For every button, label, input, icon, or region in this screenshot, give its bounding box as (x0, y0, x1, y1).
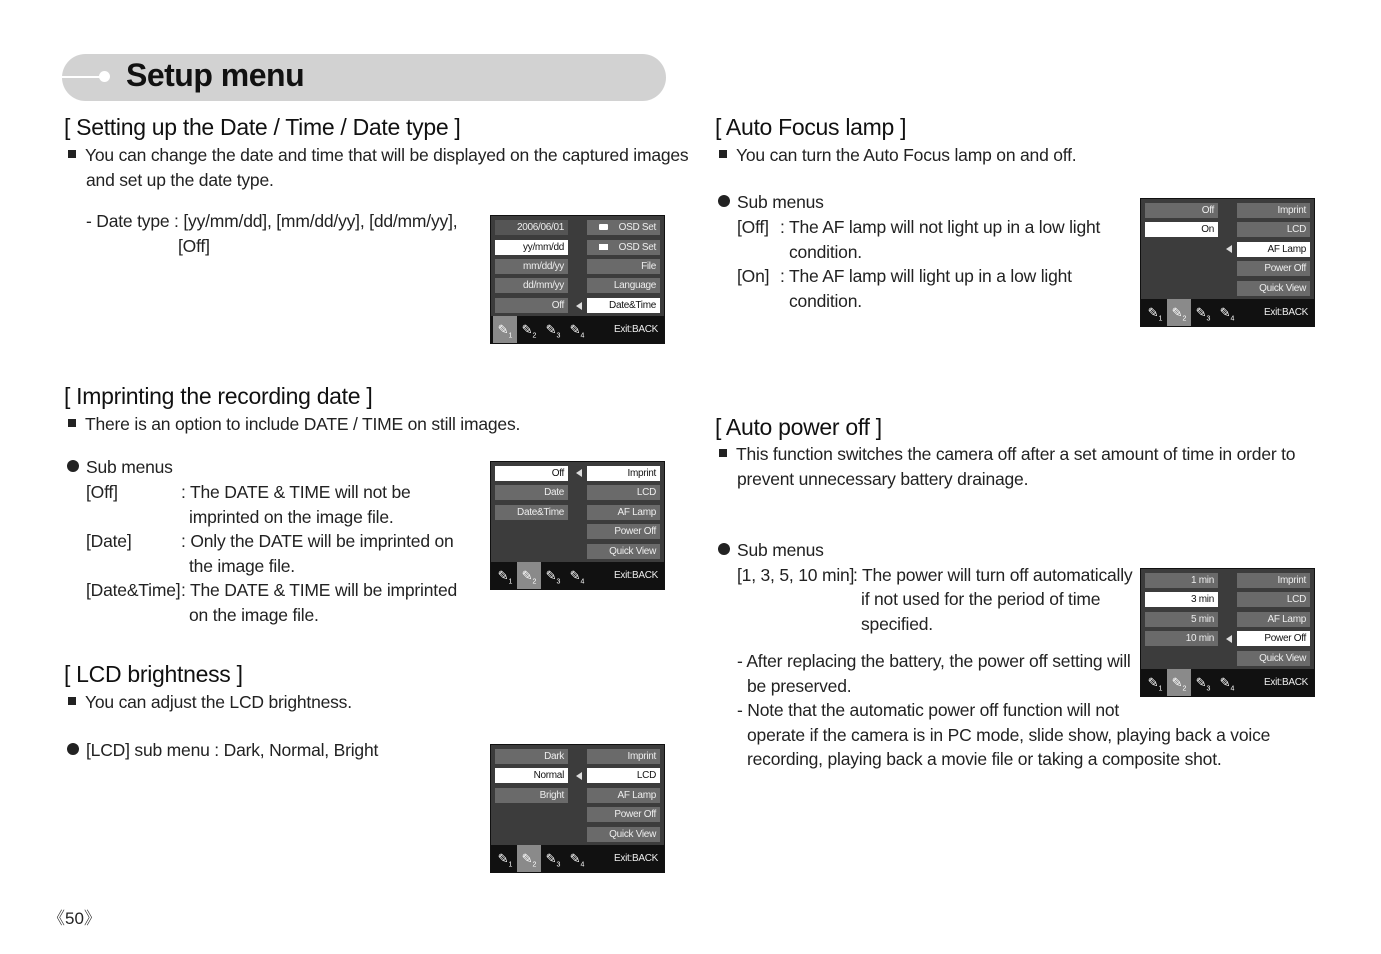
date-right-cell: Language (587, 278, 660, 293)
date-heading: [ Setting up the Date / Time / Date type ] (64, 114, 461, 140)
lcd-bullet: You can adjust the LCD brightness. (68, 690, 352, 715)
date-right-cell: Date&Time (587, 298, 660, 313)
wrench-tab-4-icon: $✎_4$ (1219, 675, 1235, 693)
square-bullet-icon (68, 150, 76, 158)
square-bullet-icon (719, 150, 727, 158)
imprint-submenus: Sub menus (67, 455, 173, 480)
arrow-left-icon (1226, 635, 1232, 643)
date-right-cell: File (587, 259, 660, 274)
lcd-right-cell: Imprint (587, 749, 660, 764)
wrench-tab-2-icon: $✎_2$ (521, 322, 537, 340)
title-bar-dot (99, 71, 110, 82)
date-right-cell: OSD Set (587, 240, 660, 255)
af-item-desc-cont: condition. (789, 242, 862, 262)
power-item-desc-cont: if not used for the period of time (861, 589, 1101, 609)
imprint-item-desc-cont: the image file. (189, 556, 295, 576)
lcd-camera-screen (490, 744, 665, 873)
power-item-desc: : The power will turn off automatically (853, 565, 1133, 585)
power-left-cell: 5 min (1145, 612, 1218, 627)
page-title: Setup menu (126, 57, 305, 93)
af-left-cell: Off (1145, 203, 1218, 218)
wrench-tab-3-icon: $✎_3$ (545, 851, 561, 869)
af-item-desc-cont: condition. (789, 291, 862, 311)
imprint-item-label: [Off] (86, 482, 118, 502)
imprint-right-cell: Power Off (587, 524, 660, 539)
wrench-tab-1-icon: $✎_1$ (497, 851, 513, 869)
power-left-cell: 3 min (1145, 592, 1218, 607)
imprint-right-cell: AF Lamp (587, 505, 660, 520)
lcd-left-cell: Dark (495, 749, 568, 764)
arrow-left-icon (1226, 245, 1232, 253)
af-heading: [ Auto Focus lamp ] (715, 114, 907, 140)
imprint-item-label: [Date] (86, 531, 132, 551)
exit-back-label: Exit:BACK (1264, 307, 1308, 318)
camera-icon (599, 224, 608, 230)
date-left-cell: Off (495, 298, 568, 313)
lcd-left-cell: Bright (495, 788, 568, 803)
square-bullet-icon (68, 697, 76, 705)
power-camera-screen (1140, 568, 1315, 697)
af-right-cell: Quick View (1237, 281, 1310, 296)
imprint-item-label: [Date&Time] (86, 580, 181, 600)
setup-tabs (491, 845, 664, 872)
wrench-tab-3-icon: $✎_3$ (545, 568, 561, 586)
imprint-right-cell: Quick View (587, 544, 660, 559)
imprint-right-cell: LCD (587, 485, 660, 500)
date-type-line: - Date type : [yy/mm/dd], [mm/dd/yy], [dd/mm/yy], (86, 211, 458, 231)
lcd-right-cell: Power Off (587, 807, 660, 822)
af-item-label: [Off] (737, 217, 769, 237)
af-item-label: [On] (737, 266, 770, 286)
square-bullet-icon (68, 419, 76, 427)
imprint-right-cell: Imprint (587, 466, 660, 481)
date-bullet: You can change the date and time that will be displayed on the captured images (68, 143, 688, 168)
power-right-cell: LCD (1237, 592, 1310, 607)
wrench-tab-3-icon: $✎_3$ (1195, 305, 1211, 323)
imprint-item-desc: : The DATE & TIME will be imprinted (181, 580, 458, 600)
date-left-cell: yy/mm/dd (495, 240, 568, 255)
page-number: 《50》 (48, 909, 101, 928)
title-bar-line (62, 76, 104, 78)
af-left-cell: On (1145, 222, 1218, 237)
wrench-tab-3-icon: $✎_3$ (1195, 675, 1211, 693)
wrench-tab-1-icon: $✎_1$ (1147, 305, 1163, 323)
date-bullet-cont: and set up the date type. (86, 170, 274, 190)
wrench-tab-2-icon: $✎_2$ (517, 845, 541, 872)
wrench-tab-4-icon: $✎_4$ (569, 568, 585, 586)
exit-back-label: Exit:BACK (614, 853, 658, 864)
lcd-heading: [ LCD brightness ] (64, 661, 243, 687)
wrench-tab-1-icon: $✎_1$ (493, 316, 517, 343)
wrench-tab-4-icon: $✎_4$ (569, 851, 585, 869)
setup-tabs (1141, 299, 1314, 326)
power-item-desc-cont: specified. (861, 614, 933, 634)
wrench-tab-3-icon: $✎_3$ (545, 322, 561, 340)
setup-tabs (491, 562, 664, 589)
imprint-item-desc: : The DATE & TIME will not be (181, 482, 411, 502)
date-camera-screen (490, 215, 665, 344)
power-left-cell: 10 min (1145, 631, 1218, 646)
imprint-bullet: There is an option to include DATE / TIME on still images. (68, 412, 520, 437)
power-right-cell: Quick View (1237, 651, 1310, 666)
arrow-left-icon (576, 302, 582, 310)
wrench-tab-2-icon: $✎_2$ (517, 562, 541, 589)
power-note-cont: be preserved. (747, 676, 852, 696)
round-bullet-icon (718, 195, 730, 207)
imprint-item-desc-cont: imprinted on the image file. (189, 507, 394, 527)
power-note: - Note that the automatic power off function will not (737, 700, 1120, 720)
power-note-cont: operate if the camera is in PC mode, slide show, playing back a voice (747, 725, 1271, 745)
power-submenus: Sub menus (718, 538, 824, 563)
power-right-cell: Power Off (1237, 631, 1310, 646)
af-right-cell: Power Off (1237, 261, 1310, 276)
date-left-cell: 2006/06/01 (495, 220, 568, 235)
round-bullet-icon (67, 460, 79, 472)
power-note: - After replacing the battery, the power off setting will (737, 651, 1131, 671)
af-right-cell: LCD (1237, 222, 1310, 237)
imprint-left-cell: Off (495, 466, 568, 481)
imprint-left-cell: Date (495, 485, 568, 500)
power-note-cont: recording, playing back a movie file or taking a composite shot. (747, 749, 1222, 769)
arrow-left-icon (576, 469, 582, 477)
lcd-right-cell: Quick View (587, 827, 660, 842)
arrow-left-icon (576, 772, 582, 780)
af-camera-screen (1140, 198, 1315, 327)
af-right-cell: Imprint (1237, 203, 1310, 218)
wrench-tab-4-icon: $✎_4$ (1219, 305, 1235, 323)
setup-tabs (1141, 669, 1314, 696)
date-right-cell: OSD Set (587, 220, 660, 235)
power-left-cell: 1 min (1145, 573, 1218, 588)
exit-back-label: Exit:BACK (614, 324, 658, 335)
date-type-line-cont: [Off] (178, 236, 210, 256)
power-heading: [ Auto power off ] (715, 414, 882, 440)
imprint-item-desc-cont: on the image file. (189, 605, 319, 625)
af-bullet: You can turn the Auto Focus lamp on and off. (719, 143, 1076, 168)
power-right-cell: Imprint (1237, 573, 1310, 588)
date-left-cell: dd/mm/yy (495, 278, 568, 293)
wrench-tab-1-icon: $✎_1$ (1147, 675, 1163, 693)
power-bullet-cont: prevent unnecessary battery drainage. (737, 469, 1029, 489)
wrench-tab-4-icon: $✎_4$ (569, 322, 585, 340)
round-bullet-icon (67, 743, 79, 755)
af-right-cell: AF Lamp (1237, 242, 1310, 257)
lcd-left-cell: Normal (495, 768, 568, 783)
af-item-desc: : The AF lamp will light up in a low light (780, 266, 1072, 286)
af-item-desc: : The AF lamp will not light up in a low light (780, 217, 1101, 237)
af-submenus: Sub menus (718, 190, 824, 215)
wrench-tab-2-icon: $✎_2$ (1167, 299, 1191, 326)
date-left-cell: mm/dd/yy (495, 259, 568, 274)
wrench-tab-1-icon: $✎_1$ (497, 568, 513, 586)
imprint-heading: [ Imprinting the recording date ] (64, 383, 373, 409)
imprint-camera-screen (490, 461, 665, 590)
power-bullet: This function switches the camera off after a set amount of time in order to (719, 442, 1295, 467)
lcd-submenu: [LCD] sub menu : Dark, Normal, Bright (67, 738, 378, 763)
lcd-right-cell: LCD (587, 768, 660, 783)
exit-back-label: Exit:BACK (1264, 677, 1308, 688)
exit-back-label: Exit:BACK (614, 570, 658, 581)
imprint-item-desc: : Only the DATE will be imprinted on (181, 531, 454, 551)
wrench-tab-2-icon: $✎_2$ (1167, 669, 1191, 696)
power-item-label: [1, 3, 5, 10 min] (737, 565, 855, 585)
play-icon (599, 244, 608, 250)
imprint-left-cell: Date&Time (495, 505, 568, 520)
square-bullet-icon (719, 449, 727, 457)
round-bullet-icon (718, 543, 730, 555)
power-right-cell: AF Lamp (1237, 612, 1310, 627)
setup-tabs (491, 316, 664, 343)
lcd-right-cell: AF Lamp (587, 788, 660, 803)
